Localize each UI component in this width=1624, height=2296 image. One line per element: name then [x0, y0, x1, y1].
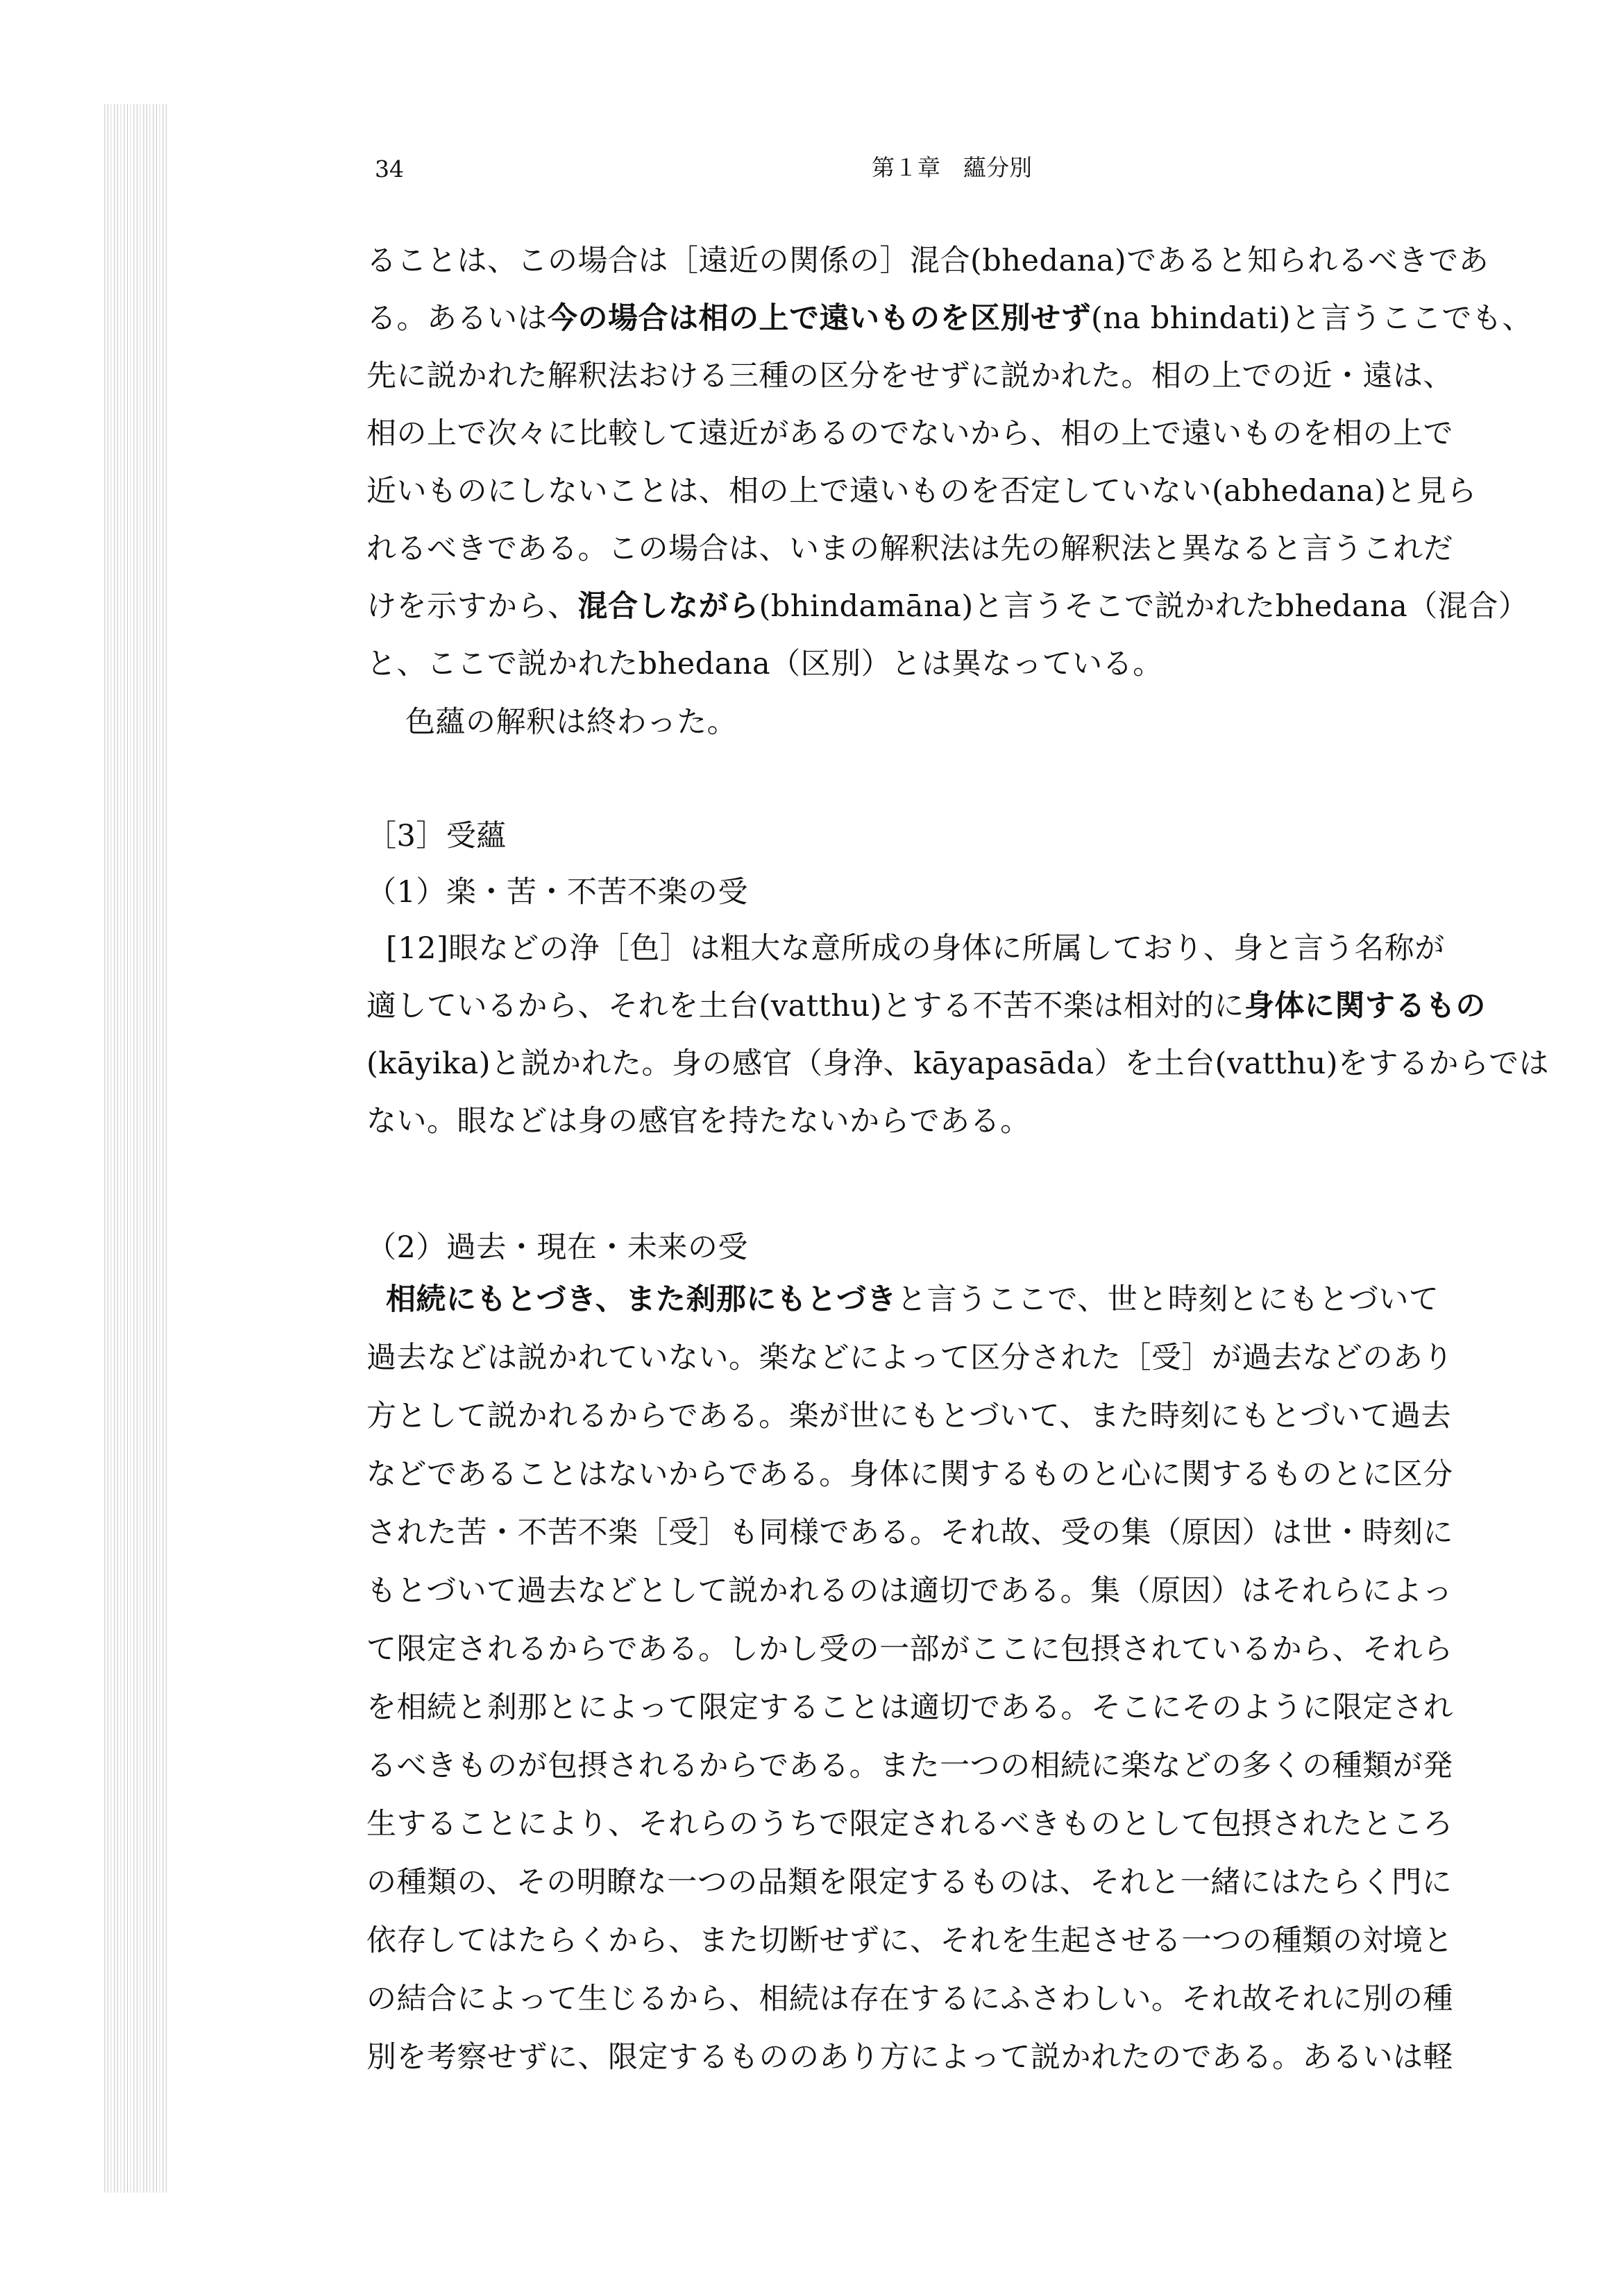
- page-body: [366, 0, 1550, 2296]
- text-line: [386, 928, 1445, 969]
- text-segment: (kāyika)と説かれた。身の感官（身浄、kāyapasāda）を土台(vatthu)をするからでは: [366, 1046, 1550, 1081]
- scan-gutter-shadow: [104, 104, 168, 2193]
- text-line: [366, 1745, 1453, 1787]
- text-segment: を相続と刹那とによって限定することは適切である。そこにそのように限定され: [366, 1690, 1453, 1725]
- text-line: [366, 1395, 1451, 1437]
- text-line: [386, 1279, 1439, 1320]
- text-segment: 適しているから、それを土台(vatthu)とする不苦不楽は相対的に: [366, 989, 1244, 1023]
- text-line: [366, 1100, 1031, 1142]
- bold-text: 混合しながら: [577, 589, 759, 624]
- section-3-heading: ［3］受蘊: [366, 819, 507, 853]
- text-line: [366, 1803, 1453, 1845]
- text-line: [366, 1337, 1453, 1379]
- text-line: [366, 1920, 1453, 1962]
- text-segment: ない。眼などは身の感官を持たないからである。: [366, 1104, 1031, 1139]
- subsection-2-heading: （2）過去・現在・未来の受: [366, 1230, 748, 1265]
- text-line: [366, 1687, 1453, 1728]
- text-segment: けを示すから、: [366, 589, 578, 624]
- text-line: [366, 1629, 1453, 1670]
- text-segment: 相の上で次々に比較して遠近があるのでないから、相の上で遠いものを相の上で: [366, 416, 1453, 451]
- text-segment: るべきものが包摂されるからである。また一つの相続に楽などの多くの種類が発: [366, 1749, 1453, 1783]
- text-line: [366, 586, 1528, 627]
- text-segment: て限定されるからである。しかし受の一部がここに包摂されているから、それら: [366, 1632, 1453, 1667]
- text-line: [366, 1454, 1453, 1495]
- text-line: [366, 1570, 1453, 1612]
- bold-text: 今の場合は相の上で遠いものを区別せず: [548, 301, 1091, 336]
- text-line: [366, 528, 1453, 570]
- page-number: 34: [375, 155, 404, 182]
- text-segment: と、ここで説かれたbhedana（区別）とは異なっている。: [366, 647, 1163, 681]
- text-segment: 生することにより、それらのうちで限定されるべきものとして包摂されたところ: [366, 1807, 1453, 1842]
- paragraph-2: 色蘊の解釈は終わった。: [405, 705, 738, 740]
- text-line: [366, 298, 1532, 339]
- text-line: [366, 1043, 1549, 1085]
- chapter-title: 第１章 蘊分別: [872, 154, 1032, 181]
- bold-text: 身体に関するもの: [1244, 989, 1486, 1023]
- text-line: [366, 2036, 1453, 2078]
- bold-text: 相続にもとづき、また刹那にもとづき: [386, 1282, 897, 1317]
- text-segment: などであることはないからである。身体に関するものと心に関するものとに区分: [366, 1457, 1453, 1492]
- text-line: [366, 240, 1489, 282]
- text-segment: 近いものにしないことは、相の上で遠いものを否定していない(abhedana)と見ら: [366, 474, 1477, 509]
- text-line: [366, 643, 1163, 685]
- text-segment: もとづいて過去などとして説かれるのは適切である。集（原因）はそれらによっ: [366, 1574, 1453, 1608]
- subsection-1-heading: （1）楽・苦・不苦不楽の受: [366, 875, 748, 910]
- text-line: [366, 470, 1477, 512]
- text-line: [366, 355, 1453, 397]
- text-segment: れるべきである。この場合は、いまの解釈法は先の解釈法と異なると言うこれだ: [366, 532, 1453, 566]
- text-line: [366, 985, 1486, 1027]
- text-segment: [12]眼などの浄［色］は粗大な意所成の身体に所属しており、身と言う名称が: [386, 931, 1445, 966]
- text-line: [366, 1862, 1452, 1903]
- text-segment: ることは、この場合は［遠近の関係の］混合(bhedana)であると知られるべきであ: [366, 244, 1489, 278]
- text-segment: の種類の、その明瞭な一つの品類を限定するものは、それと一緒にはたらく門に: [366, 1865, 1453, 1900]
- text-line: [366, 413, 1453, 454]
- text-segment: の結合によって生じるから、相続は存在するにふさわしい。それ故それに別の種: [366, 1982, 1453, 2016]
- text-segment: された苦・不苦不楽［受］も同様である。それ故、受の集（原因）は世・時刻に: [366, 1515, 1453, 1550]
- text-segment: と言うここで、世と時刻とにもとづいて: [897, 1282, 1439, 1317]
- text-segment: (na bhindati)と言うここでも、: [1091, 301, 1532, 336]
- text-segment: 依存してはたらくから、また切断せずに、それを生起させる一つの種類の対境と: [366, 1923, 1453, 1958]
- text-line: [366, 1978, 1453, 2020]
- text-segment: (bhindamāna)と言うそこで説かれたbhedana（混合）: [759, 589, 1529, 624]
- text-segment: 別を考察せずに、限定するもののあり方によって説かれたのである。あるいは軽: [366, 2040, 1453, 2075]
- text-segment: る。あるいは: [366, 301, 548, 336]
- text-segment: 過去などは説かれていない。楽などによって区分された［受］が過去などのあり: [366, 1341, 1453, 1375]
- text-line: [366, 1512, 1453, 1554]
- text-segment: 方として説かれるからである。楽が世にもとづいて、また時刻にもとづいて過去: [366, 1399, 1451, 1434]
- text-segment: 先に説かれた解釈法おける三種の区分をせずに説かれた。相の上での近・遠は、: [366, 359, 1453, 393]
